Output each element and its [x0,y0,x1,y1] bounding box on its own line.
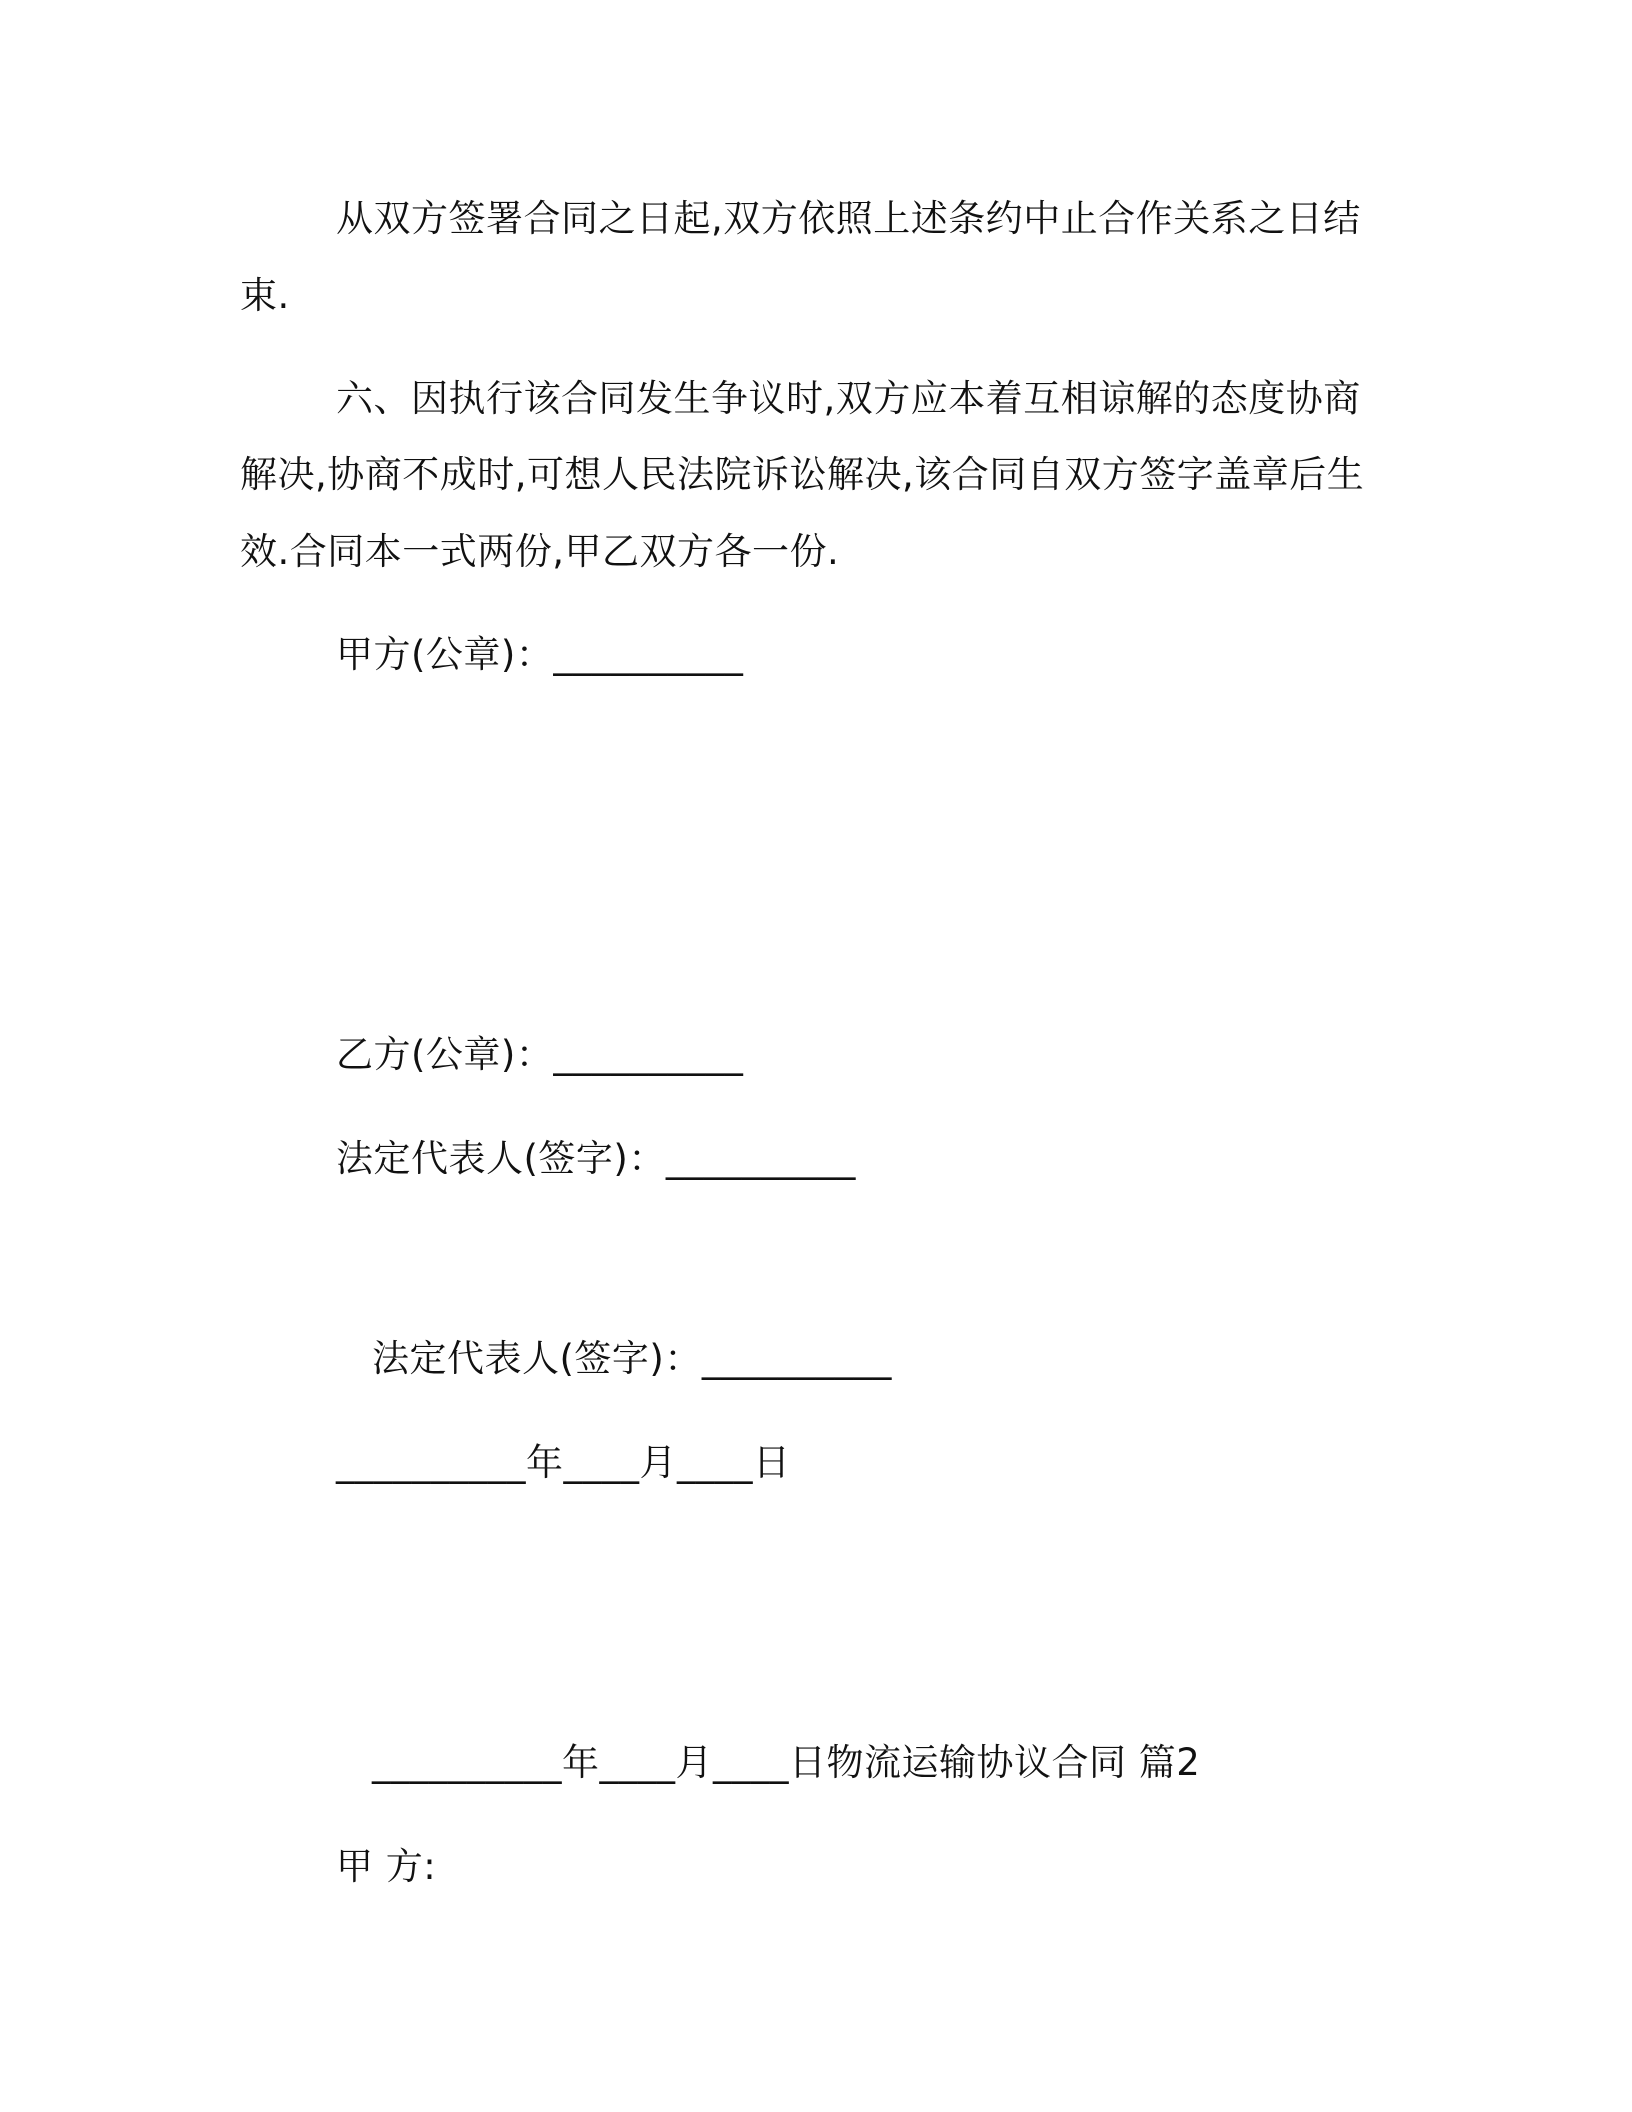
section2-title: __________年____月____日物流运输协议合同 篇2 [372,1741,1201,1784]
section2-party-a: 甲 方: [336,1845,437,1888]
para2-line2: 解决,协商不成时,可想人民法院诉讼解决,该合同自双方签字盖章后生 [240,453,1365,496]
date-line: __________年____月____日 [336,1441,791,1484]
para1-line1: 从双方签署合同之日起,双方依照上述条约中止合作关系之日结 [336,197,1361,240]
legal-rep-line-1: 法定代表人(签字)：__________ [336,1137,856,1180]
party-a-seal-line: 甲方(公章)：__________ [336,633,744,676]
para2-line1: 六、因执行该合同发生争议时,双方应本着互相谅解的态度协商 [336,377,1361,420]
para1-line2: 束. [240,274,290,317]
para2-line3: 效.合同本一式两份,甲乙双方各一份. [240,530,840,573]
legal-rep-line-2: 法定代表人(签字)：__________ [372,1337,892,1380]
party-b-seal-line: 乙方(公章)：__________ [336,1033,744,1076]
